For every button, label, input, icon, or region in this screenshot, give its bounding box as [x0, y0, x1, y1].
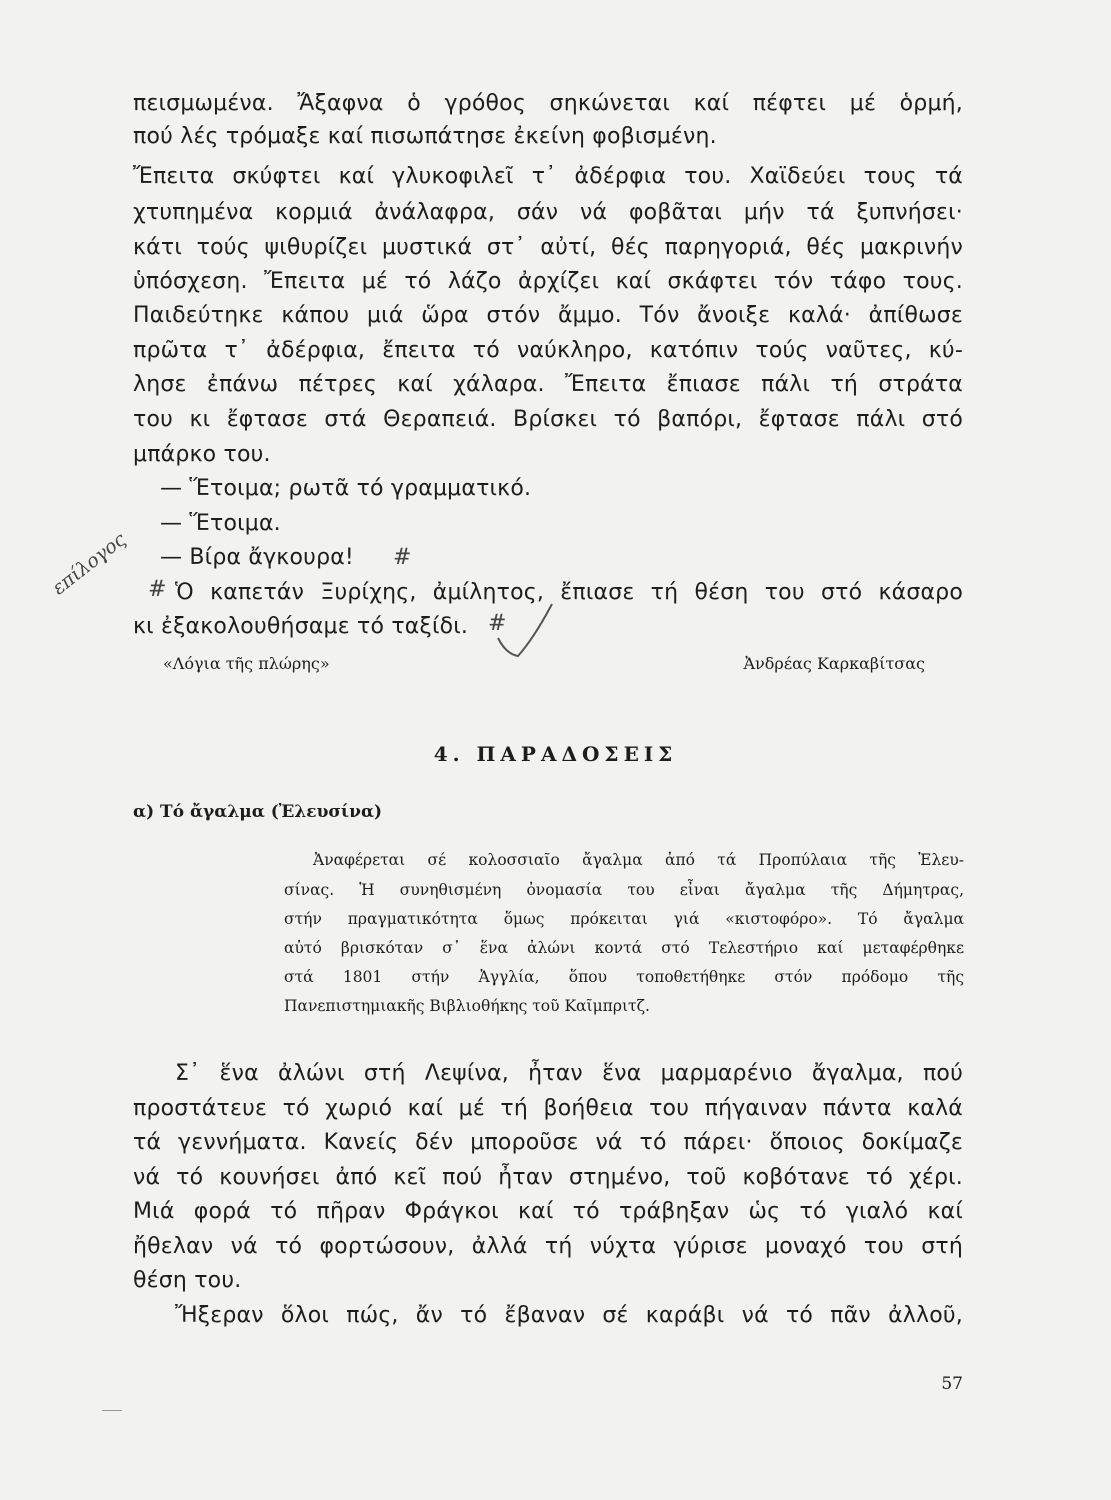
section-subheading: α) Τό ἄγαλμα (Ἐλευσίνα) [133, 802, 383, 822]
margin-note-handwritten: επίλογος [48, 528, 131, 600]
text-line: Σ᾽ ἕνα ἀλώνι στή Λεψίνα, ἦταν ἕνα μαρμαρένιο ἄγαλμα, πού [175, 1061, 963, 1086]
intro-line: Πανεπιστημιακῆς Βιβλιοθήκης τοῦ Καῖμπριτζ. [284, 997, 650, 1015]
text-line: πρῶτα τ᾽ ἀδέρφια, ἔπειτα τό ναύκληρο, κατόπιν τούς ναῦτες, κύ- [133, 338, 963, 363]
edit-mark-handwritten: # [488, 611, 507, 636]
text-line: λησε ἐπάνω πέτρες καί χάλαρα. Ἔπειτα ἔπιασε πάλι τή στράτα [133, 372, 963, 397]
text-line: χτυπημένα κορμιά ἀνάλαφρα, σάν νά φοβᾶται μήν τά ξυπνήσει· [133, 200, 963, 225]
source-author: Ἀνδρέας Καρκαβίτσας [743, 654, 925, 673]
edit-mark-handwritten: # [148, 577, 167, 602]
text-line: κάτι τούς ψιθυρίζει μυστικά στ᾽ αὐτί, θές παρηγοριά, θές μακρινήν [133, 235, 963, 260]
text-line: τά γεννήματα. Κανείς δέν μποροῦσε νά τό πάρει· ὅποιος δοκίμαζε [133, 1130, 963, 1155]
dialogue-line: — Βίρα ἄγκουρα! [160, 545, 354, 570]
intro-line: Ἀναφέρεται σέ κολοσσιαῖο ἄγαλμα ἀπό τά Προπύλαια τῆς Ἐλευ- [313, 851, 964, 869]
text-line: ὑπόσχεση. Ἔπειτα μέ τό λάζο ἀρχίζει καί σκάφτει τόν τάφο τους. [133, 269, 963, 294]
page-number: 57 [941, 1374, 963, 1394]
checkmark-icon [490, 598, 560, 668]
margin-rule [102, 1410, 122, 1411]
text-line: μπάρκο του. [133, 442, 271, 467]
dialogue-line: — Ἕτοιμα. [160, 511, 281, 536]
intro-line: στήν πραγματικότητα ὅμως πρόκειται γιά «κιστοφόρο». Τό ἄγαλμα [284, 910, 964, 928]
dialogue-line: — Ἕτοιμα; ρωτᾶ τό γραμματικό. [160, 476, 532, 501]
text-line: θέση του. [133, 1268, 242, 1293]
text-line: πού λές τρόμαξε καί πισωπάτησε ἐκείνη φοβισμένη. [133, 124, 717, 149]
text-line: του κι ἔφτασε στά Θεραπειά. Βρίσκει τό βαπόρι, ἔφτασε πάλι στό [133, 407, 963, 432]
section-heading: 4. ΠΑΡΑΔΟΣΕΙΣ [433, 742, 678, 766]
text-line: κι ἐξακολουθήσαμε τό ταξίδι. [133, 614, 469, 639]
text-line: Ὁ καπετάν Ξυρίχης, ἀμίλητος, ἔπιασε τή θέση του στό κάσαρο [175, 580, 963, 605]
source-title: «Λόγια τῆς πλώρης» [163, 654, 330, 673]
text-line: Ἤξεραν ὅλοι πώς, ἄν τό ἔβαναν σέ καράβι νά τό πᾶν ἀλλοῦ, [175, 1303, 963, 1328]
text-line: ἤθελαν νά τό φορτώσουν, ἀλλά τή νύχτα γύρισε μοναχό του στή [133, 1234, 963, 1259]
text-line: πεισμωμένα. Ἄξαφνα ὁ γρόθος σηκώνεται καί πέφτει μέ ὁρμή, [133, 91, 963, 116]
text-line: προστάτευε τό χωριό καί μέ τή βοήθεια του πήγαιναν πάντα καλά [133, 1096, 963, 1121]
text-line: Μιά φορά τό πῆραν Φράγκοι καί τό τράβηξαν ὡς τό γιαλό καί [133, 1199, 963, 1224]
intro-line: στά 1801 στήν Ἀγγλία, ὅπου τοποθετήθηκε στόν πρόδομο τῆς [284, 968, 964, 986]
text-line: Ἔπειτα σκύφτει καί γλυκοφιλεῖ τ᾽ ἀδέρφια του. Χαϊδεύει τους τά [133, 164, 963, 189]
intro-line: σίνας. Ἡ συνηθισμένη ὀνομασία του εἶναι ἄγαλμα τῆς Δήμητρας, [284, 881, 964, 899]
edit-mark-handwritten: # [393, 545, 412, 570]
intro-line: αὐτό βρισκόταν σ᾽ ἕνα ἀλώνι κοντά στό Τελεστήριο καί μεταφέρθηκε [284, 939, 964, 957]
text-line: Παιδεύτηκε κάπου μιά ὥρα στόν ἄμμο. Τόν ἄνοιξε καλά· ἀπίθωσε [133, 303, 963, 328]
text-line: νά τό κουνήσει ἀπό κεῖ πού ἦταν στημένο, τοῦ κοβότανε τό χέρι. [133, 1165, 963, 1190]
